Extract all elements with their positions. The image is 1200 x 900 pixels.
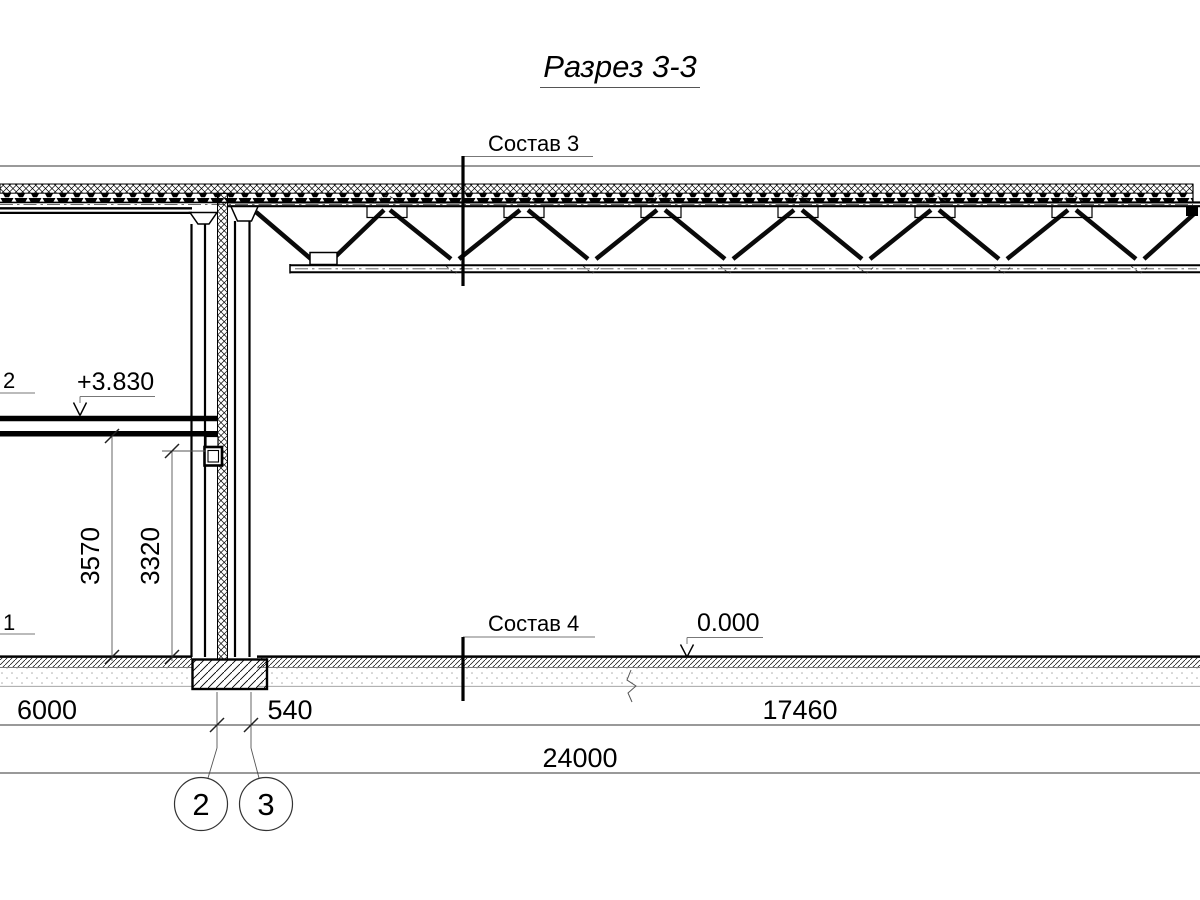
truss-top-gusset-plates (367, 206, 1092, 218)
dim-value-540: 540 (267, 695, 313, 725)
dim-value-6000: 6000 (16, 695, 78, 725)
zero-level-value: 0.000 (697, 609, 760, 637)
sandwich-panel-wall (218, 194, 228, 661)
ground-slab-hatch-right (257, 658, 1200, 667)
mezzanine-slab (0, 419, 222, 466)
corbel-bracket (205, 447, 223, 466)
right-column-cap-bracket (231, 207, 258, 222)
callout-ground-slab (0, 610, 35, 635)
ground-slab-hatch-left (0, 658, 192, 667)
dim-value-17460: 17460 (762, 695, 838, 725)
axis-number-2: 2 (192, 787, 210, 822)
grid-extension-lines (208, 692, 259, 778)
left-column (192, 224, 206, 657)
level-mark-mezzanine (74, 368, 156, 416)
grid-axis-2 (175, 778, 228, 831)
callout-ground-slab-number: 1 (3, 610, 16, 635)
ground-slab (0, 657, 1200, 702)
mezzanine-level-arrow-icon (74, 403, 87, 416)
roof-profiled-sheet (0, 193, 1193, 202)
floor-assembly-label: Состав 4 (488, 611, 580, 636)
truss-right-end-plate (1186, 207, 1198, 216)
axis-number-3: 3 (257, 787, 275, 822)
dim-value-3320: 3320 (135, 527, 165, 585)
assembly-mark-roof (463, 131, 593, 286)
left-column-cap-bracket (190, 213, 217, 225)
dim-value-3570: 3570 (75, 527, 105, 585)
callout-upper-slab-number: 2 (3, 368, 16, 393)
foundation-block (193, 660, 268, 690)
slab-bearing-step (206, 437, 218, 448)
zero-level-leader (687, 638, 763, 645)
level-mark-zero (681, 609, 764, 657)
zero-level-arrow-icon (681, 645, 694, 658)
subbase-stipple-right (257, 668, 1200, 686)
wall-and-columns (190, 194, 258, 661)
truss-seat-plate (310, 253, 337, 265)
title-block (540, 49, 700, 88)
callout-upper-slab (0, 368, 35, 393)
mezzanine-level-leader (80, 397, 155, 404)
roof-assembly-label: Состав 3 (488, 131, 580, 156)
steel-truss (227, 195, 1200, 274)
dimension-row-2 (0, 743, 1200, 773)
grid-axis-3 (240, 778, 293, 831)
roof-insulation-layer (0, 184, 1193, 193)
page-title: Разрез 3-3 (543, 49, 697, 84)
left-roof-beam (0, 208, 192, 213)
right-column (235, 221, 250, 657)
vertical-dimension-3570 (75, 429, 119, 664)
dim-value-24000: 24000 (542, 743, 618, 773)
mezzanine-level-value: +3.830 (77, 368, 155, 396)
vertical-dimension-3320 (135, 444, 206, 664)
subbase-stipple-left (0, 668, 192, 686)
